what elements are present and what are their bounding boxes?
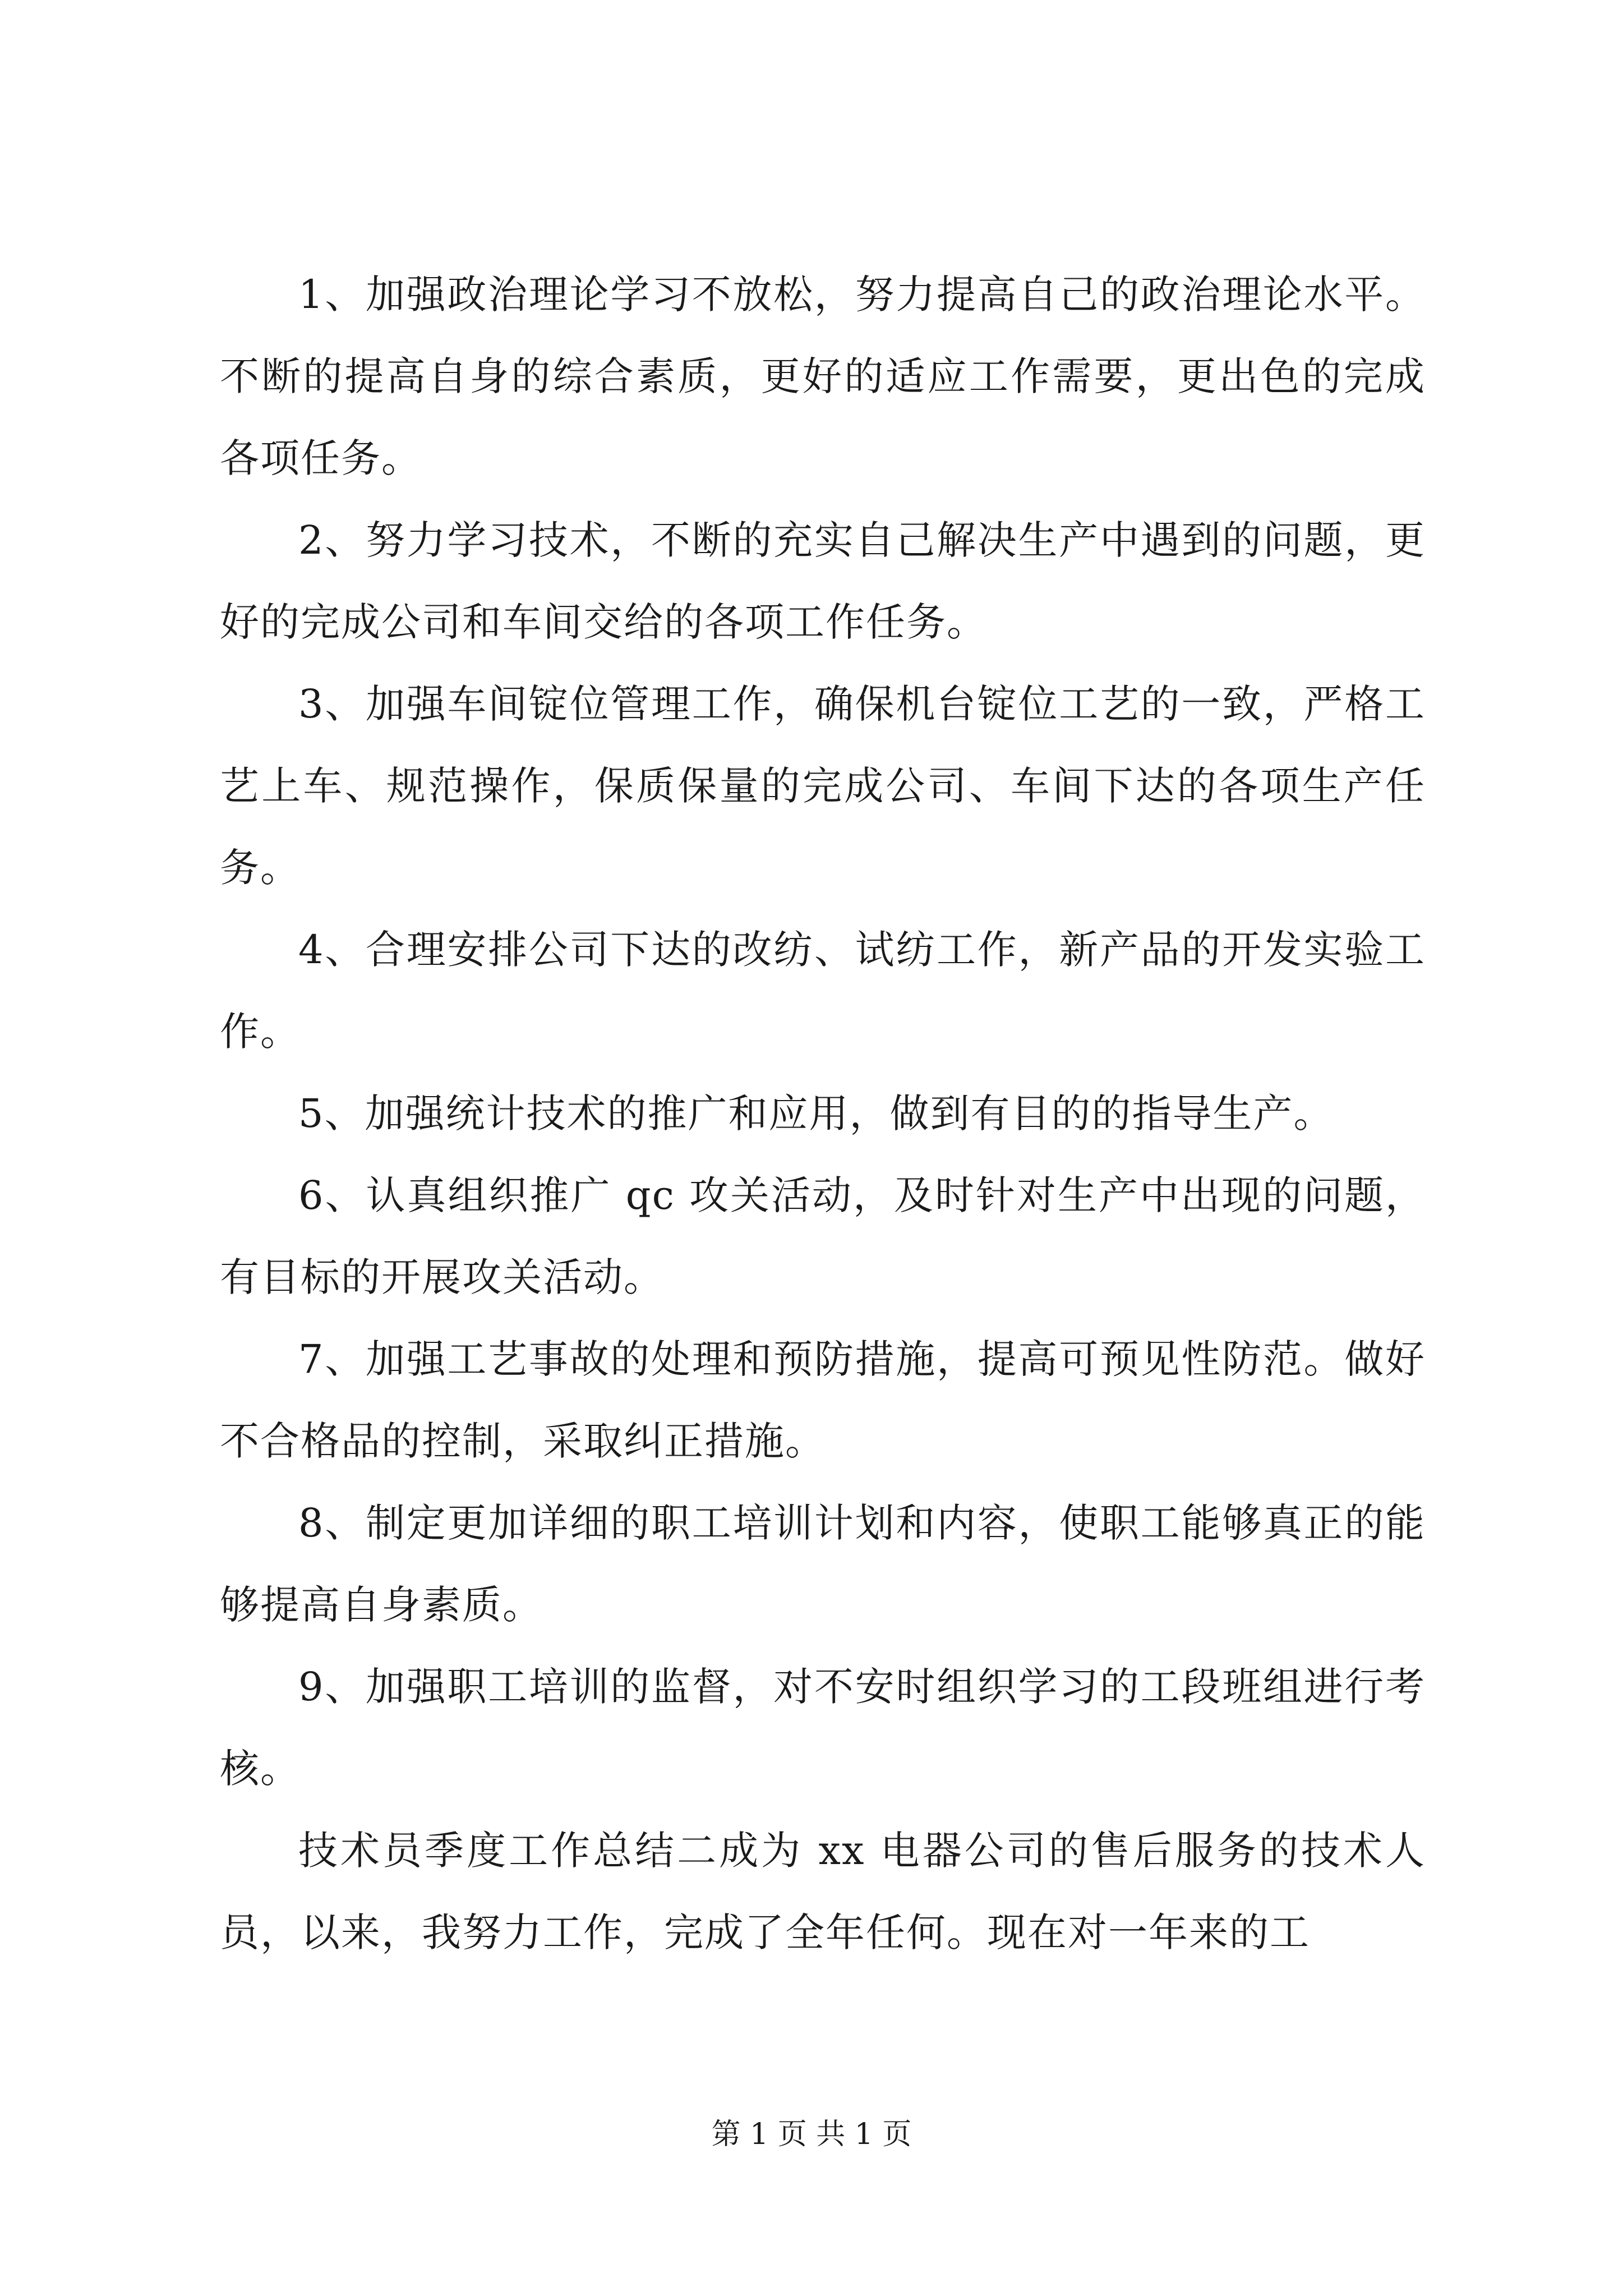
paragraph-10: 技术员季度工作总结二成为 xx 电器公司的售后服务的技术人员，以来，我努力工作，完成了全年任何。现在对一年来的工 <box>220 1828 1426 1955</box>
paragraph-7: 7、加强工艺事故的处理和预防措施，提高可预见性防范。做好不合格品的控制，采取纠正措施。 <box>220 1336 1426 1464</box>
paragraph-5: 5、加强统计技术的推广和应用，做到有目的的指导生产。 <box>298 1091 1334 1137</box>
paragraph-9: 9、加强职工培训的监督，对不安时组织学习的工段班组进行考核。 <box>220 1664 1426 1792</box>
paragraph-1: 1、加强政治理论学习不放松，努力提高自己的政治理论水平。不断的提高自身的综合素质，更好的适应工作需要，更出色的完成各项任务。 <box>220 272 1426 481</box>
paragraph-2: 2、努力学习技术，不断的充实自己解决生产中遇到的问题，更好的完成公司和车间交给的各项工作任务。 <box>220 517 1426 645</box>
document-body <box>220 254 1426 1973</box>
paragraph-4: 4、合理安排公司下达的改纺、试纺工作，新产品的开发实验工作。 <box>220 927 1426 1055</box>
page-footer: 第 1 页 共 1 页 <box>711 2118 912 2151</box>
paragraph-6: 6、认真组织推广 qc 攻关活动，及时针对生产中出现的问题，有目标的开展攻关活动。 <box>220 1172 1426 1300</box>
paragraph-8: 8、制定更加详细的职工培训计划和内容，使职工能够真正的能够提高自身素质。 <box>220 1500 1426 1628</box>
paragraph-3: 3、加强车间锭位管理工作，确保机台锭位工艺的一致，严格工艺上车、规范操作，保质保量的完成公司、车间下达的各项生产任务。 <box>220 681 1426 891</box>
